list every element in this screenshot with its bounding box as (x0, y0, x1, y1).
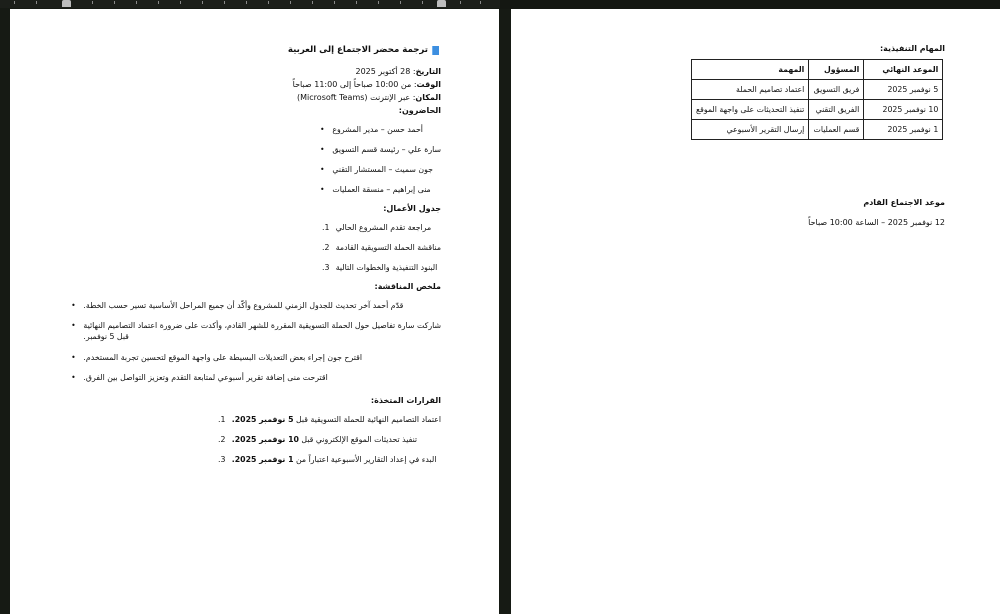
ruler-tick (268, 1, 269, 4)
cell-owner: الفريق التقني (809, 100, 864, 120)
discussion-heading: ملخص المناقشة: (374, 282, 441, 291)
attendees-heading: الحاضرون: (398, 106, 441, 115)
ruler-tick (334, 1, 335, 4)
list-item: 2. تنفيذ تحديثات الموقع الإلكتروني قبل 10 نوفمبر 2025. (212, 435, 441, 455)
list-item: • اقترحت منى إضافة تقرير أسبوعي لمتابعة التقدم وتعزيز التواصل بين الفرق. (63, 373, 441, 393)
ruler-tick (92, 1, 93, 4)
ruler-tick (400, 1, 401, 4)
list-number: 1. (218, 415, 226, 424)
right-indent-marker[interactable] (437, 0, 446, 7)
time-label: الوقت (416, 80, 441, 89)
list-item: 1. مراجعة تقدم المشروع الحالي (316, 223, 441, 243)
list-item: 3. البنود التنفيذية والخطوات التالية (316, 263, 441, 283)
time-value: من 10:00 صباحاً إلى 11:00 صباحاً (292, 80, 412, 89)
document-page-2[interactable] (511, 9, 1000, 614)
list-item: • سارة علي – رئيسة قسم التسويق (312, 145, 441, 165)
list-number: 3. (322, 263, 330, 272)
ruler-tick (180, 1, 181, 4)
ruler-tick (224, 1, 225, 4)
list-item: • اقترح جون إجراء بعض التعديلات البسيطة على واجهة الموقع لتحسين تجربة المستخدم. (63, 353, 441, 373)
ruler-tick (158, 1, 159, 4)
list-item: • شاركت سارة تفاصيل حول الحملة التسويقية المقررة للشهر القادم، وأكدت على ضرورة اعتماد التصاميم النهائية (63, 321, 441, 332)
bullet-icon: • (71, 321, 76, 330)
title-text: ترجمة محضر الاجتماع إلى العربية (287, 45, 428, 55)
ruler-tick (290, 1, 291, 4)
left-indent-marker[interactable] (62, 0, 71, 7)
list-number: 1. (322, 223, 330, 232)
tasks-table (691, 59, 943, 140)
cell-task: اعتماد تصاميم الحملة (692, 80, 809, 100)
ruler-tick (312, 1, 313, 4)
list-number: 2. (322, 243, 330, 252)
ruler-tick (114, 1, 115, 4)
time-line: الوقت: من 10:00 صباحاً إلى 11:00 صباحاً (292, 80, 441, 89)
table-row (692, 80, 943, 100)
list-item-continuation: قبل 5 نوفمبر. (83, 332, 129, 341)
document-title (288, 45, 439, 55)
column-header-deadline: الموعد النهائي (864, 60, 943, 80)
bullet-icon: • (71, 353, 76, 362)
cell-owner: قسم العمليات (809, 120, 864, 140)
ruler-tick (202, 1, 203, 4)
ruler-tick (136, 1, 137, 4)
location-line: المكان: عبر الإنترنت (Microsoft Teams) (297, 93, 441, 102)
list-item: 1. اعتماد التصاميم النهائية للحملة التسويقية قبل 5 نوفمبر 2025. (212, 415, 441, 435)
list-item: • منى إبراهيم – منسقة العمليات (312, 185, 441, 205)
horizontal-ruler[interactable] (0, 0, 500, 8)
list-item: 2. مناقشة الحملة التسويقية القادمة (316, 243, 441, 263)
date-label: التاريخ (415, 67, 441, 76)
decisions-list (212, 415, 441, 475)
ruler-tick (14, 1, 15, 4)
location-label: المكان (415, 93, 441, 102)
next-meeting-value: 12 نوفمبر 2025 – الساعة 10:00 صباحاً (808, 218, 945, 227)
next-meeting-heading: موعد الاجتماع القادم (863, 198, 945, 207)
ruler-tick (422, 1, 423, 4)
ruler-tick (36, 1, 37, 4)
ruler-tick (460, 1, 461, 4)
cell-task: تنفيذ التحديثات على واجهة الموقع (692, 100, 809, 120)
bullet-icon: • (320, 165, 325, 174)
table-row (692, 120, 943, 140)
list-item: • أحمد حسن – مدير المشروع (312, 125, 441, 145)
date-value: 28 أكتوبر 2025 (355, 67, 411, 76)
list-number: 2. (218, 435, 226, 444)
list-item: 3. البدء في إعداد التقارير الأسبوعية اعتباراً من 1 نوفمبر 2025. (212, 455, 441, 475)
cell-deadline: 5 نوفمبر 2025 (864, 80, 943, 100)
date-line: التاريخ: 28 أكتوبر 2025 (355, 67, 441, 76)
table-header-row (692, 60, 943, 80)
tasks-heading: المهام التنفيذية: (879, 44, 945, 53)
list-item: • قدّم أحمد آخر تحديث للجدول الزمني للمشروع وأكّد أن جميع المراحل الأساسية تسير حسب الخطة. (63, 301, 441, 321)
top-bar (500, 0, 1000, 9)
cell-deadline: 10 نوفمبر 2025 (864, 100, 943, 120)
bullet-icon: • (320, 145, 325, 154)
bullet-icon: • (320, 125, 325, 134)
document-page-1[interactable] (10, 9, 499, 614)
ruler-tick (480, 1, 481, 4)
ruler-tick (378, 1, 379, 4)
bullet-icon: • (71, 301, 76, 310)
agenda-list (316, 223, 441, 283)
bullet-icon: • (320, 185, 325, 194)
list-item: • جون سميث – المستشار التقني (312, 165, 441, 185)
column-header-owner: المسؤول (809, 60, 864, 80)
ruler-tick (356, 1, 357, 4)
ruler-tick (246, 1, 247, 4)
cell-task: إرسال التقرير الأسبوعي (692, 120, 809, 140)
attendees-list (312, 125, 441, 205)
location-value: عبر الإنترنت (Microsoft Teams) (297, 93, 411, 102)
list-number: 3. (218, 455, 226, 464)
bullet-icon: • (71, 373, 76, 382)
table-row (692, 100, 943, 120)
cell-owner: فريق التسويق (809, 80, 864, 100)
column-header-task: المهمة (692, 60, 809, 80)
book-icon (432, 46, 439, 55)
decisions-heading: القرارات المتخذة: (370, 396, 441, 405)
discussion-list (63, 301, 441, 393)
agenda-heading: جدول الأعمال: (383, 204, 441, 213)
cell-deadline: 1 نوفمبر 2025 (864, 120, 943, 140)
